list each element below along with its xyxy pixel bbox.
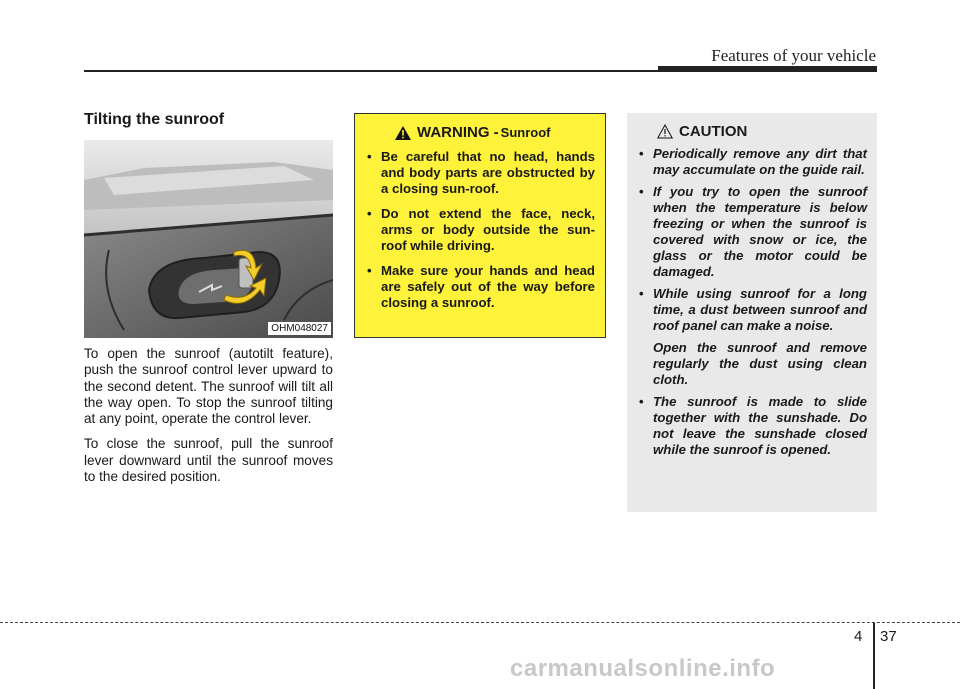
warning-item: • Be careful that no head, hands and body parts are obstructed by a closing sun-roof. (365, 149, 595, 197)
caution-item (637, 286, 867, 388)
watermark: carmanualsonline.info (510, 655, 776, 682)
header-rule-accent (658, 66, 877, 72)
caution-item-text: While using sunroof for a long time, a dust between sunroof and roof panel can make a noise. (653, 286, 867, 333)
caution-item (637, 146, 867, 178)
caution-box (627, 113, 877, 512)
sunroof-figure (84, 140, 333, 338)
warning-item: • Do not extend the face, neck, arms or body outside the sun-roof while driving. (365, 206, 595, 254)
figure-code: OHM048027 (268, 322, 331, 335)
warning-header (365, 124, 595, 141)
caution-item (637, 184, 867, 280)
caution-item-text: If you try to open the sunroof when the temperature is below freezing or when the sunroof is covered with snow or ice, the glass or the motor could be damaged. (653, 184, 867, 279)
warning-box (354, 113, 606, 338)
caution-item-text: Periodically remove any dirt that may accumulate on the guide rail. (653, 146, 867, 177)
body-paragraph-2: To close the sunroof, pull the sunroof lever downward until the sunroof moves to the desired position. (84, 436, 333, 485)
warning-list (365, 149, 595, 311)
footer-rule (0, 622, 960, 623)
section-heading: Tilting the sunroof (84, 111, 225, 128)
caution-title: CAUTION (679, 123, 748, 140)
caution-item-text: The sunroof is made to slide together with the sunshade. Do not leave the sunshade closed while the sunroof is opened. (653, 394, 867, 457)
caution-list (637, 146, 867, 458)
caution-header (637, 123, 867, 140)
caution-item-extra: Open the sunroof and remove regularly the dust using clean cloth. (653, 340, 867, 387)
warning-item: • Make sure your hands and head are safely out of the way before closing a sunroof. (365, 263, 595, 311)
caution-triangle-icon (657, 124, 673, 139)
caution-item (637, 394, 867, 458)
chapter-number: 4 (854, 628, 863, 645)
warning-title: WARNING - (417, 124, 499, 141)
header-title: Features of your vehicle (711, 46, 876, 65)
warning-subtitle: Sunroof (500, 125, 551, 140)
warning-triangle-icon (395, 126, 411, 140)
body-paragraph-1: To open the sunroof (autotilt feature), push the sunroof control lever upward to the second detent. The sunroof will tilt all the way open. To stop the sunroof tilting at any point, operate the control lever. (84, 346, 333, 427)
page-number: 37 (880, 628, 897, 645)
body-text (84, 346, 333, 494)
sunroof-illustration (84, 140, 333, 338)
footer-divider (873, 623, 875, 689)
